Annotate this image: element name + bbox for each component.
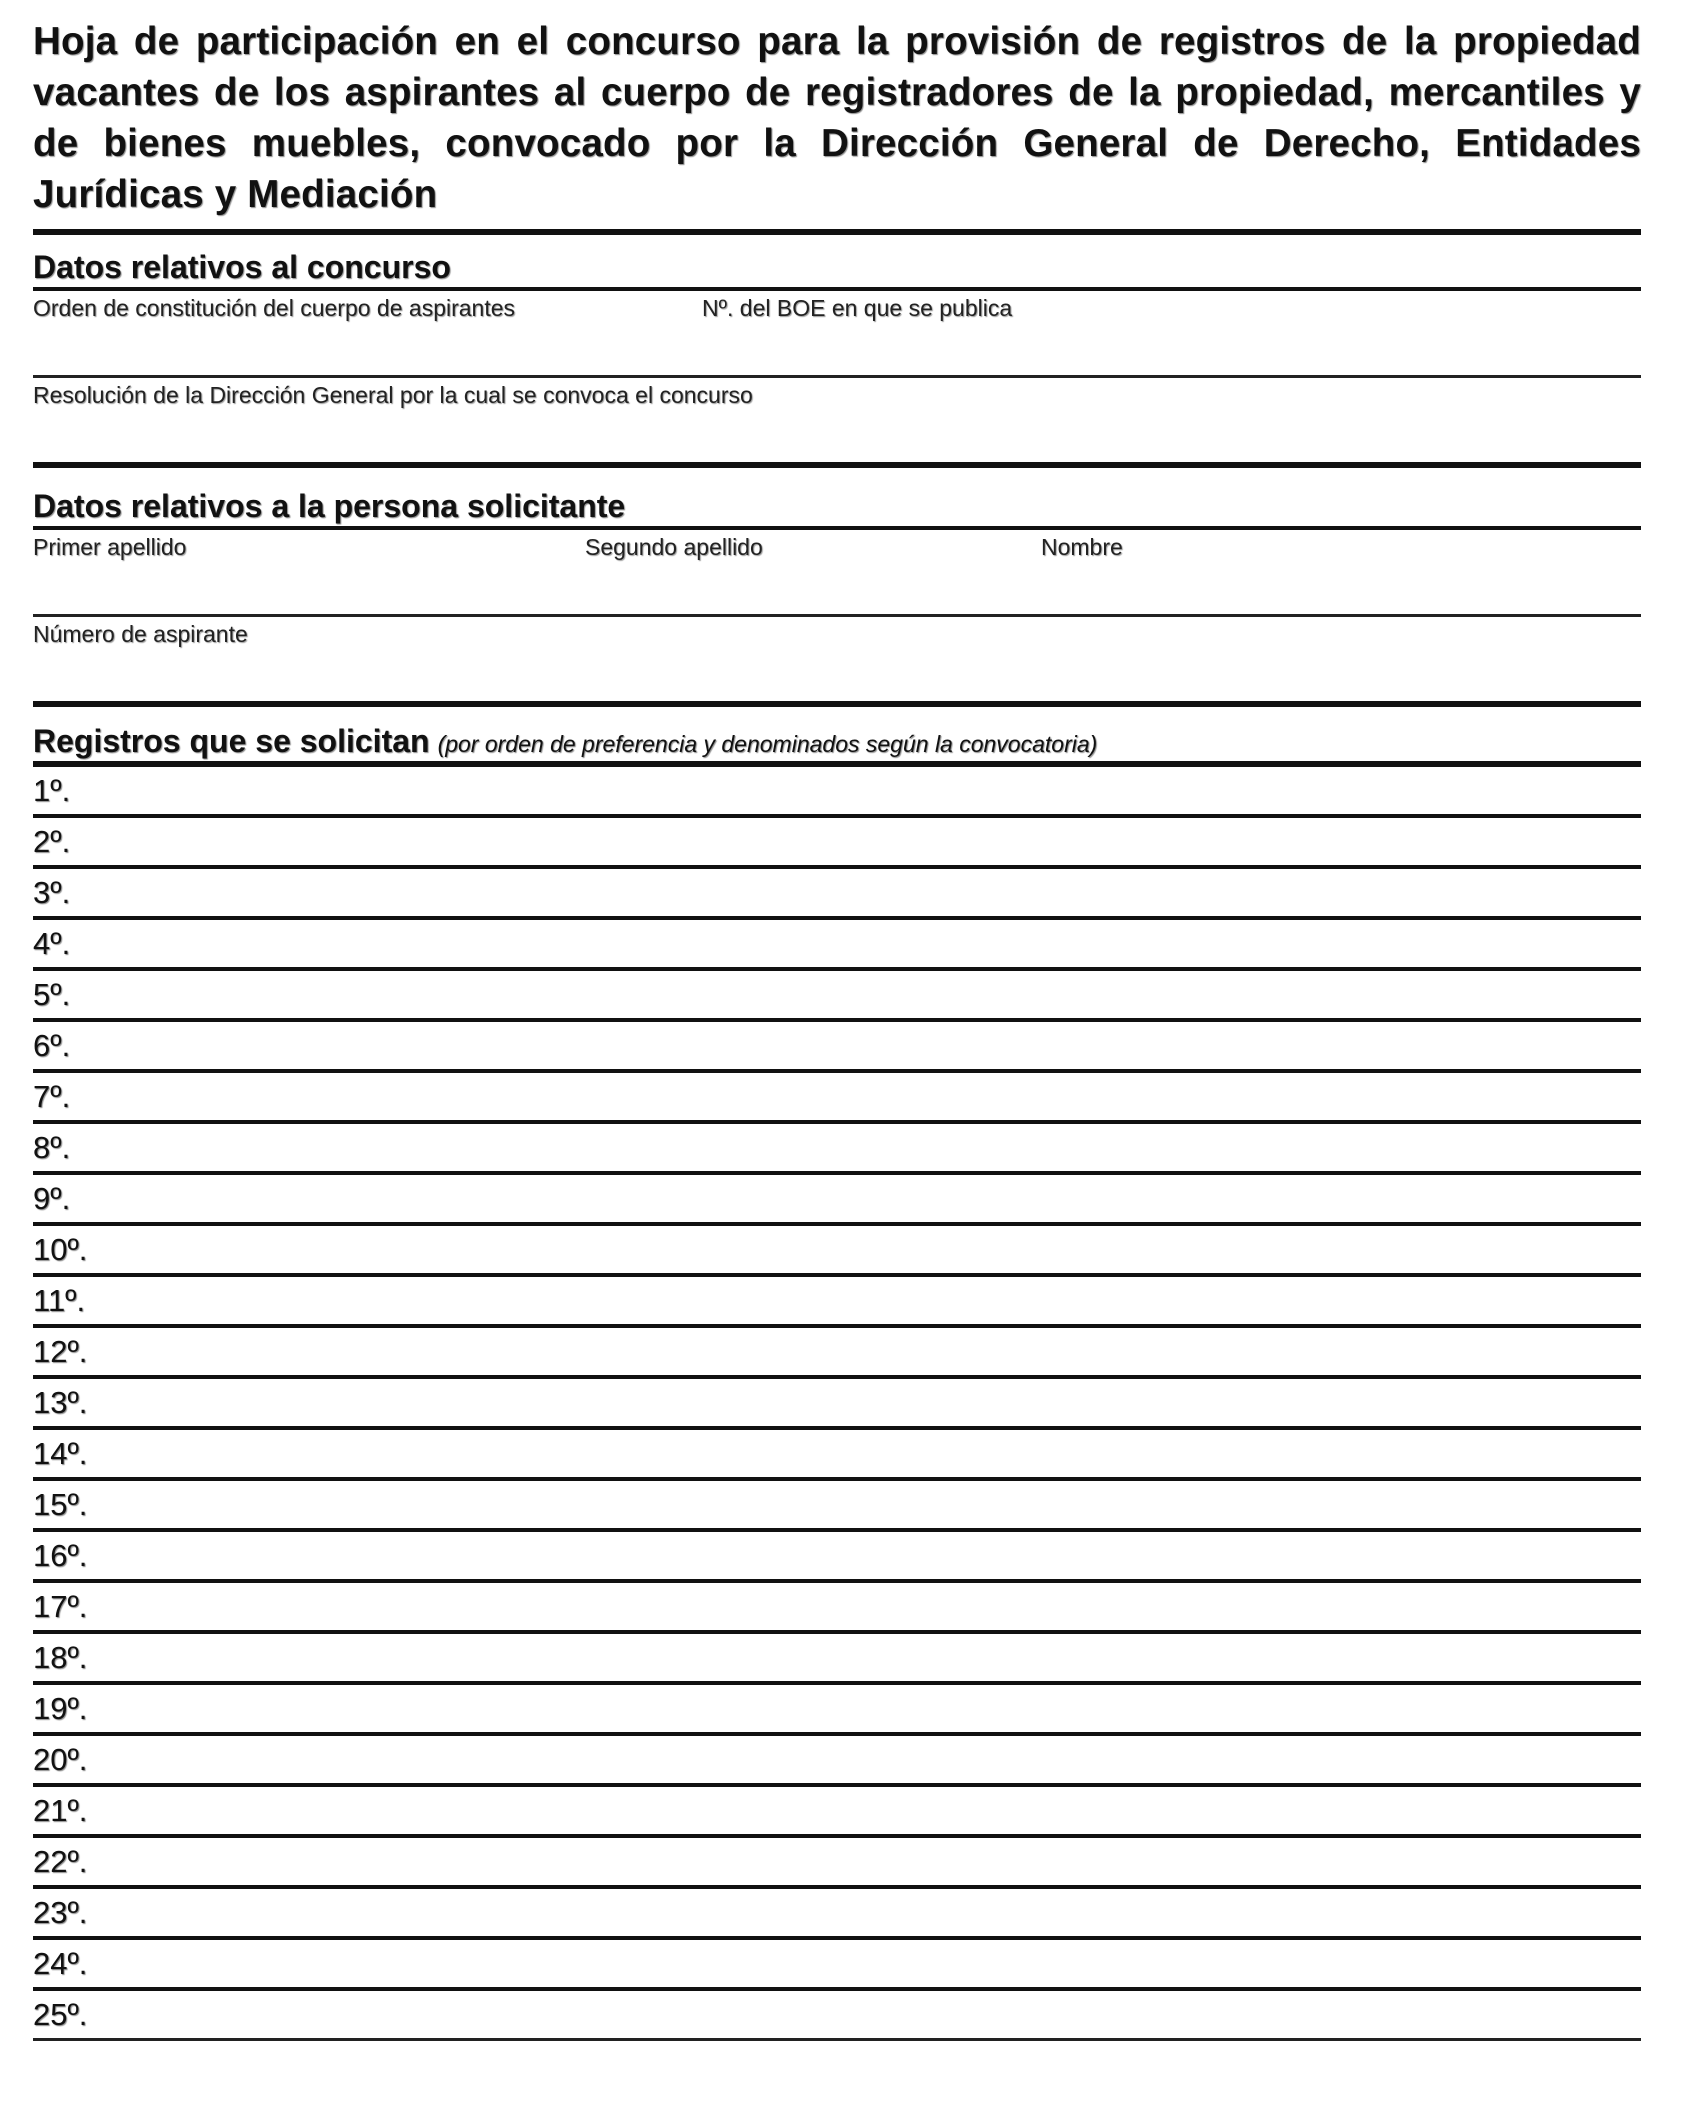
registro-entry-number: 7º. — [33, 1079, 71, 1114]
registro-entry-row — [33, 1226, 1641, 1277]
registro-entry-field[interactable] — [153, 1997, 1641, 2033]
divider — [33, 701, 1641, 707]
section-heading-solicitante: Datos relativos a la persona solicitante — [33, 488, 626, 524]
section-heading-registros — [33, 721, 1641, 761]
registro-entry-number: 5º. — [33, 977, 71, 1012]
form-title: Hoja de participación en el concurso para la provisión de registros de la propiedad vacantes de los aspirantes al cuerpo de registradores de la propiedad, mercantiles y de bienes muebles, convocado por la Dirección General de Derecho, Entidades Jurídicas y Mediación — [33, 20, 1641, 216]
registro-entry-number: 18º. — [33, 1640, 88, 1675]
registro-entry-row — [33, 1532, 1641, 1583]
registro-entry-row — [33, 1634, 1641, 1685]
registro-entry-number: 14º. — [33, 1436, 88, 1471]
registro-entry-field[interactable] — [153, 1385, 1641, 1421]
registro-entry-field[interactable] — [153, 773, 1641, 809]
divider — [33, 229, 1641, 235]
registro-entry-field[interactable] — [153, 1283, 1641, 1319]
registro-entry-row — [33, 1736, 1641, 1787]
numero-aspirante-label: Número de aspirante — [33, 621, 248, 647]
registro-entry-field[interactable] — [153, 1589, 1641, 1625]
registro-entry-number: 4º. — [33, 926, 71, 961]
segundo-apellido-label: Segundo apellido — [585, 534, 763, 560]
registro-entry-number: 17º. — [33, 1589, 88, 1624]
numero-aspirante-row — [33, 617, 1641, 701]
registro-entry-field[interactable] — [153, 1232, 1641, 1268]
registro-entry-field[interactable] — [153, 1895, 1641, 1931]
registro-entry-field[interactable] — [153, 1028, 1641, 1064]
registro-entry-row — [33, 1889, 1641, 1940]
registro-entry-row — [33, 1838, 1641, 1889]
registro-entry-field[interactable] — [153, 1436, 1641, 1472]
registro-entry-field[interactable] — [153, 1538, 1641, 1574]
divider — [33, 462, 1641, 468]
registro-entry-field[interactable] — [153, 1691, 1641, 1727]
registro-entry-row — [33, 1175, 1641, 1226]
registro-entry-number: 16º. — [33, 1538, 88, 1573]
registros-heading-text: Registros que se solicitan — [33, 723, 430, 759]
resolucion-label: Resolución de la Dirección General por la cual se convoca el concurso — [33, 382, 753, 408]
registro-entry-number: 13º. — [33, 1385, 88, 1420]
registro-entry-number: 24º. — [33, 1946, 88, 1981]
registro-entry-field[interactable] — [153, 1487, 1641, 1523]
registro-entry-row — [33, 1430, 1641, 1481]
orden-boe-row — [33, 291, 1641, 375]
registro-entry-number: 6º. — [33, 1028, 71, 1063]
registro-entry-number: 11º. — [33, 1283, 86, 1318]
registro-entry-row — [33, 1022, 1641, 1073]
registro-entry-field[interactable] — [153, 1130, 1641, 1166]
registro-entry-number: 21º. — [33, 1793, 88, 1828]
registro-entry-row — [33, 767, 1641, 818]
registro-entry-row — [33, 1379, 1641, 1430]
registro-entry-number: 15º. — [33, 1487, 88, 1522]
registro-entry-number: 9º. — [33, 1181, 71, 1216]
registro-entry-row — [33, 1787, 1641, 1838]
registro-entry-row — [33, 869, 1641, 920]
orden-constitucion-label: Orden de constitución del cuerpo de aspirantes — [33, 295, 516, 321]
registro-entry-row — [33, 1583, 1641, 1634]
registro-entry-field[interactable] — [153, 1079, 1641, 1115]
registro-entry-field[interactable] — [153, 926, 1641, 962]
registro-entry-number: 20º. — [33, 1742, 88, 1777]
registro-entry-number: 25º. — [33, 1997, 88, 2032]
nombre-row — [33, 530, 1641, 614]
section-heading-concurso: Datos relativos al concurso — [33, 249, 451, 285]
registro-entry-number: 22º. — [33, 1844, 88, 1879]
registro-entry-number: 23º. — [33, 1895, 88, 1930]
registros-note: (por orden de preferencia y denominados según la convocatoria) — [437, 731, 1098, 757]
registro-entry-row — [33, 1073, 1641, 1124]
registro-entry-field[interactable] — [153, 875, 1641, 911]
registro-entry-field[interactable] — [153, 977, 1641, 1013]
registro-entry-field[interactable] — [153, 1946, 1641, 1982]
registro-entry-row — [33, 1328, 1641, 1379]
resolucion-row — [33, 378, 1641, 462]
registro-entry-row — [33, 818, 1641, 869]
registro-entry-number: 2º. — [33, 824, 71, 859]
registro-entry-number: 10º. — [33, 1232, 88, 1267]
registro-entry-row — [33, 1124, 1641, 1175]
participation-form — [33, 0, 1641, 2041]
registro-entry-number: 19º. — [33, 1691, 88, 1726]
registro-entry-row — [33, 1940, 1641, 1991]
registro-entry-field[interactable] — [153, 1793, 1641, 1829]
registros-list — [33, 767, 1641, 2041]
registro-entry-row — [33, 920, 1641, 971]
registro-entry-row — [33, 1991, 1641, 2041]
registro-entry-field[interactable] — [153, 1742, 1641, 1778]
nombre-label: Nombre — [1041, 534, 1123, 560]
registro-entry-field[interactable] — [153, 1844, 1641, 1880]
registro-entry-field[interactable] — [153, 1181, 1641, 1217]
registro-entry-row — [33, 1685, 1641, 1736]
registro-entry-field[interactable] — [153, 1334, 1641, 1370]
registro-entry-number: 12º. — [33, 1334, 88, 1369]
registro-entry-field[interactable] — [153, 824, 1641, 860]
registro-entry-field[interactable] — [153, 1640, 1641, 1676]
registro-entry-number: 8º. — [33, 1130, 71, 1165]
registro-entry-row — [33, 971, 1641, 1022]
registro-entry-row — [33, 1277, 1641, 1328]
registro-entry-row — [33, 1481, 1641, 1532]
registro-entry-number: 1º. — [33, 773, 71, 808]
registro-entry-number: 3º. — [33, 875, 71, 910]
boe-number-label: Nº. del BOE en que se publica — [702, 295, 1013, 321]
primer-apellido-label: Primer apellido — [33, 534, 187, 560]
